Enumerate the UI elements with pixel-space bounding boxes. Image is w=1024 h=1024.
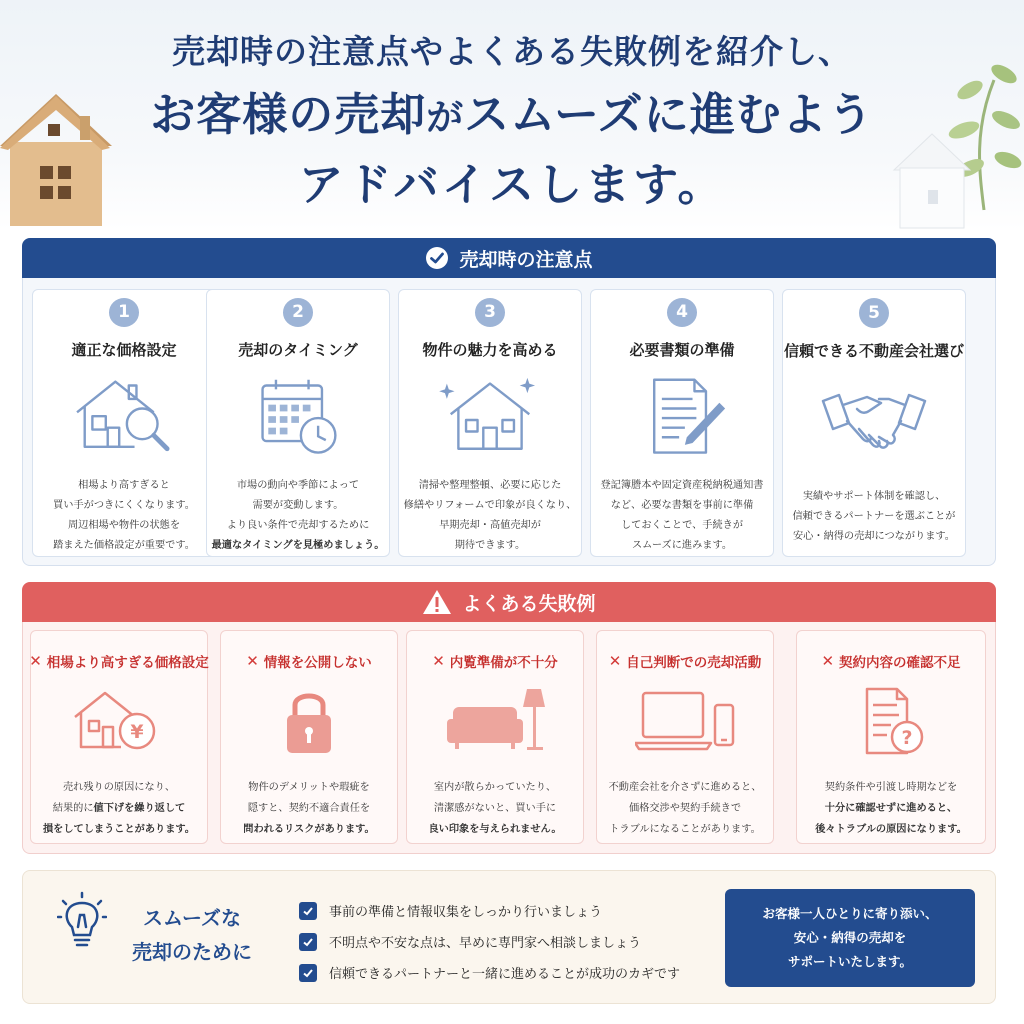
- failure-title-text: 内覧準備が不十分: [449, 655, 558, 671]
- sparkling-house-icon: [435, 374, 545, 460]
- failure-title-text: 自己判断での売却活動: [626, 655, 762, 671]
- caution-card-appeal: [398, 289, 582, 557]
- failure-description-emphasis: 値下げを繰り返して 損をしてしまうことがあります。: [43, 803, 195, 835]
- hero-heading-part-b: が: [426, 95, 465, 139]
- failure-title: [432, 651, 558, 671]
- caution-number: 3: [475, 298, 505, 327]
- caution-number: 5: [859, 298, 889, 328]
- lightbulb-icon: [57, 891, 107, 951]
- hero-intro-text: 売却時の注意点やよくある失敗例を紹介し、: [172, 32, 852, 71]
- svg-text:?: ?: [901, 727, 913, 749]
- caution-title: 必要書類の準備: [629, 340, 735, 359]
- failure-card-nondisclosure: [220, 630, 398, 844]
- caution-card-agency: [782, 289, 966, 557]
- caution-title: 物件の魅力を高める: [422, 340, 558, 359]
- caution-title: 信頼できる不動産会社選び: [783, 342, 964, 360]
- laptop-phone-icon: [635, 685, 735, 757]
- checkbox-checked-icon: [299, 933, 317, 951]
- caution-description: [208, 476, 389, 556]
- failure-title-text: 情報を公開しない: [263, 655, 372, 671]
- hero-heading-part-a: お客様の売却: [150, 88, 427, 141]
- tips-check-text: 事前の準備と情報収集をしっかり行いましょう: [329, 905, 603, 920]
- tips-check-text: 信頼できるパートナーと一緒に進めることが成功のカギです: [329, 967, 681, 982]
- x-icon: ✕: [246, 652, 259, 670]
- document-pen-icon: [627, 374, 737, 460]
- caution-title: 適正な価格設定: [71, 340, 177, 359]
- caution-number: 4: [667, 298, 697, 327]
- handshake-icon: [819, 375, 929, 465]
- tips-panel: [22, 870, 996, 1004]
- x-icon: ✕: [29, 652, 42, 670]
- caution-number: 1: [109, 298, 139, 327]
- failures-title: よくある失敗例: [462, 592, 596, 615]
- failure-description-part: 売れ残りの原因になり、 結果的に: [52, 782, 176, 814]
- failure-description-emphasis: 問われるリスクがあります。: [243, 824, 375, 835]
- calendar-clock-icon: [243, 374, 353, 460]
- caution-card-pricing: [32, 289, 216, 557]
- checkbox-checked-icon: [299, 964, 317, 982]
- failure-title: [246, 651, 372, 671]
- hero-banner: [0, 0, 1024, 230]
- caution-description: 実績やサポート体制を確認し、 信頼できるパートナーを選ぶことが 安心・納得の売却につながります。: [792, 491, 956, 542]
- document-question-icon: [841, 685, 941, 757]
- failures-header: [22, 582, 996, 622]
- failure-card-self-judgment: [596, 630, 774, 844]
- failure-card-contract-check: [796, 630, 986, 844]
- failure-description: [243, 777, 374, 840]
- caution-description: 相場より高すぎると 買い手がつきにくくなります。 周辺相場や物件の状態を 踏まえた価格設定が重要です。: [53, 480, 195, 551]
- svg-text:¥: ¥: [130, 721, 144, 743]
- check-circle-icon: [425, 246, 449, 270]
- failure-title: [29, 651, 209, 671]
- caution-card-timing: [206, 289, 390, 557]
- failure-card-viewing-prep: [406, 630, 584, 844]
- failure-description: [43, 777, 195, 840]
- tips-check-text: 不明点や不安な点は、早めに専門家へ相談しましょう: [329, 936, 642, 951]
- hero-main-heading: [0, 78, 1024, 143]
- failure-description-part: 物件のデメリットや瑕疵を 隠すと、契約不適合責任を: [247, 782, 371, 814]
- caution-number: 2: [283, 298, 313, 327]
- hero-heading-part-c: スムーズに進むよう: [464, 88, 874, 141]
- failure-description: 不動産会社を介さずに進めると、 価格交渉や契約手続きで トラブルになることがあります。: [608, 782, 762, 835]
- cautions-title: 売却時の注意点: [459, 248, 593, 271]
- failure-title: [609, 651, 762, 671]
- x-icon: ✕: [608, 652, 622, 670]
- failure-card-overpricing: [30, 630, 208, 844]
- failure-title-text: 相場より高すぎる価格設定: [46, 655, 209, 671]
- padlock-icon: [259, 685, 359, 757]
- tips-check-item: [299, 957, 680, 988]
- caution-card-documents: [590, 289, 774, 557]
- caution-title: 売却のタイミング: [238, 340, 358, 359]
- house-yen-icon: [69, 685, 169, 757]
- failure-description: [428, 777, 561, 840]
- failure-description-emphasis: 十分に確認せずに進めると、 後々トラブルの原因になります。: [815, 803, 967, 835]
- caution-description: 清掃や整理整頓、必要に応じた 修繕やリフォームで印象が良くなり、 早期売却・高値売却が 期待できます。: [403, 480, 577, 551]
- failure-description-emphasis: 良い印象を与えられません。: [428, 824, 562, 835]
- sofa-lamp-icon: [445, 685, 545, 757]
- caution-description-part: 市場の動向や季節によって 需要が変動します。 より良い条件で売却するために: [226, 480, 370, 531]
- failure-title-text: 契約内容の確認不足: [839, 655, 961, 671]
- failure-description: [815, 777, 967, 840]
- caution-description-emphasis: 最適なタイミングを見極めましょう。: [211, 540, 385, 551]
- x-icon: ✕: [432, 652, 445, 670]
- failure-title: [821, 651, 960, 671]
- tips-heading: スムーズな 売却のために: [132, 906, 252, 964]
- failure-description-part: 契約条件や引渡し時期などを: [824, 782, 958, 793]
- tips-check-item: [299, 926, 680, 957]
- cautions-header: [22, 238, 996, 278]
- support-message-box: お客様一人ひとりに寄り添い、 安心・納得の売却を サポートいたします。: [725, 889, 975, 987]
- tips-checklist: [299, 895, 680, 988]
- house-magnifier-icon: [69, 374, 179, 460]
- warning-icon: [422, 589, 452, 615]
- x-icon: ✕: [821, 652, 835, 670]
- failure-description-part: 室内が散らかっていたり、 清潔感がないと、買い手に: [433, 782, 557, 814]
- checkbox-checked-icon: [299, 902, 317, 920]
- tips-check-item: [299, 895, 680, 926]
- caution-description: 登記簿謄本や固定資産税納税通知書 など、必要な書類を事前に準備 しておくことで、手続きが スムーズに進みます。: [600, 480, 764, 551]
- hero-sub-heading: アドバイスします。: [298, 158, 726, 211]
